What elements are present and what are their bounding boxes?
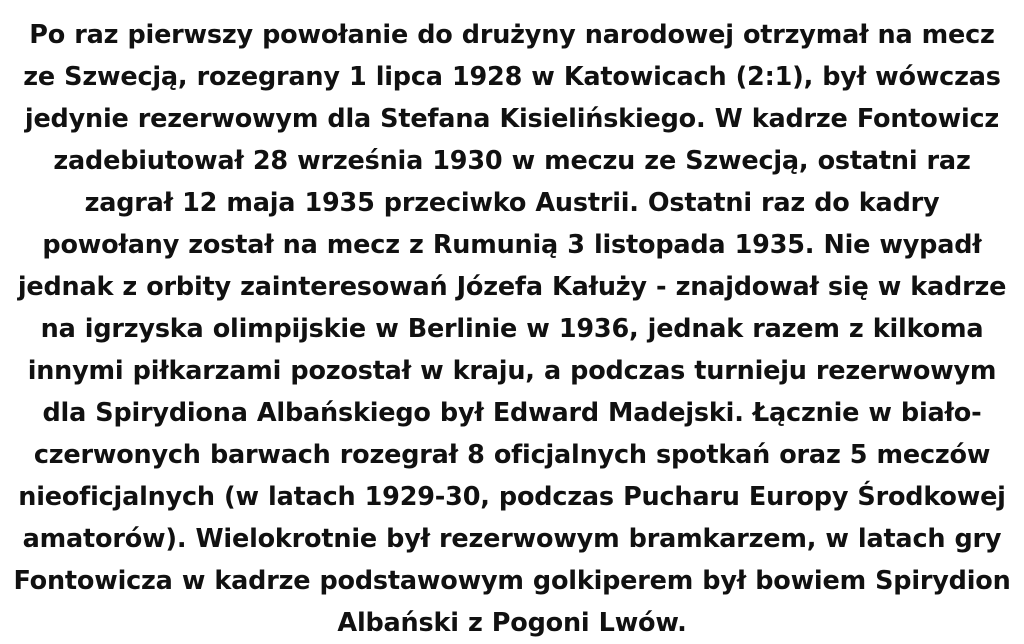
body-paragraph: Po raz pierwszy powołanie do drużyny narodowej otrzymał na mecz ze Szwecją, rozegrany 1 lipca 1928 w Katowicach (2:1), był wówczas jedynie rezerwowym dla Stefana Kisielińskiego. W kadrze Fontowicz zadebiutował 28 września 1930 w meczu ze Szwecją, ostatni raz zagrał 12 maja 1935 przeciwko Austrii. Ostatni raz do kadry powołany został na mecz z Rumunią 3 listopada 1935. Nie wypadł jednak z orbity zainteresowań Józefa Kałuży - znajdował się w kadrze na igrzyska olimpijskie w Berlinie w 1936, jednak razem z kilkoma innymi piłkarzami pozostał w kraju, a podczas turnieju rezerwowym dla Spirydiona Albańskiego był Edward Madejski. Łącznie w biało-czerwonych barwach rozegrał 8 oficjalnych spotkań oraz 5 meczów nieoficjalnych (w latach 1929-30, podczas Pucharu Europy Środkowej amatorów). Wielokrotnie był rezerwowym bramkarzem, w latach gry Fontowicza w kadrze podstawowym golkiperem był bowiem Spirydion Albański z Pogoni Lwów. <box>13 20 1011 638</box>
